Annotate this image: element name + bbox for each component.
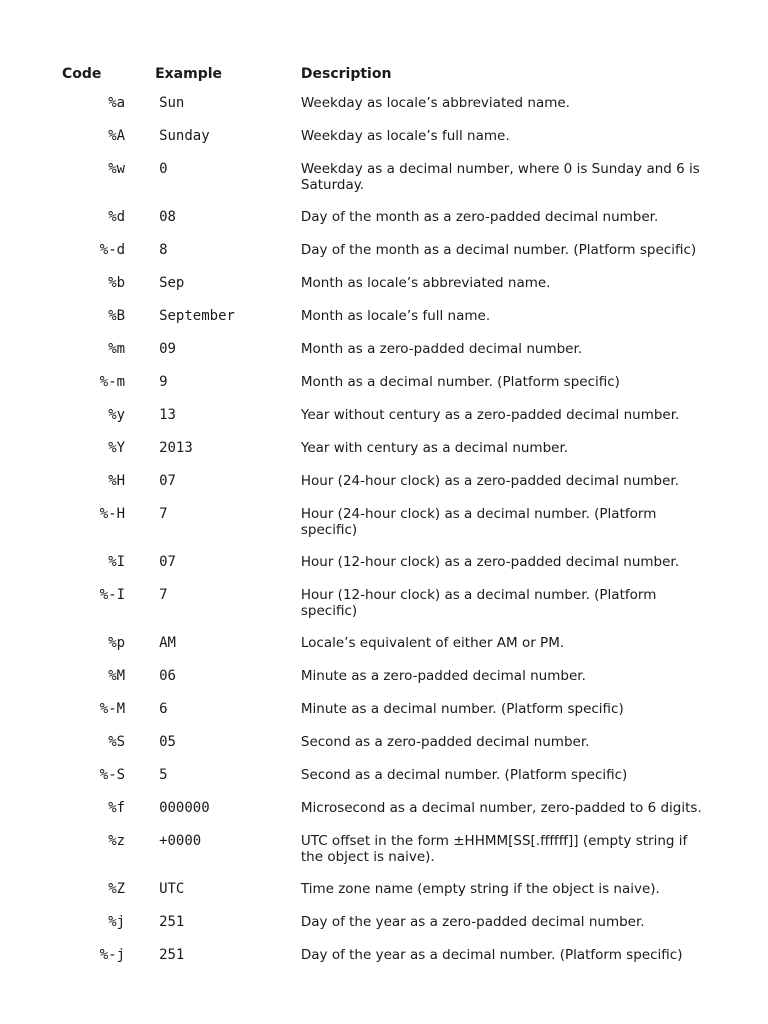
format-code: %p	[108, 635, 126, 651]
header-example: Example	[155, 66, 223, 82]
format-example: 05	[159, 734, 176, 750]
format-description: Weekday as locale’s abbreviated name.	[300, 95, 570, 111]
format-description: Second as a zero-padded decimal number.	[300, 734, 590, 750]
format-example: 0	[159, 161, 168, 177]
format-code: %w	[108, 161, 126, 177]
format-code: %f	[108, 800, 126, 816]
format-codes-table	[56, 60, 716, 973]
format-example: UTC	[159, 881, 185, 897]
format-example: 5	[159, 767, 168, 783]
table-row	[56, 940, 716, 973]
format-code: %z	[108, 833, 126, 849]
format-code: %M	[108, 668, 126, 684]
format-description: Day of the month as a decimal number. (Platform specific)	[300, 242, 697, 258]
table-row	[56, 154, 716, 202]
format-code: %B	[108, 308, 126, 324]
format-code: %-j	[99, 947, 126, 963]
format-example: 7	[159, 506, 168, 522]
format-description: Year with century as a decimal number.	[300, 440, 569, 456]
format-description: Weekday as locale’s full name.	[300, 128, 510, 144]
format-example: 000000	[159, 800, 210, 816]
format-example: 251	[159, 914, 185, 930]
format-code: %-I	[99, 587, 126, 603]
format-example: 251	[159, 947, 185, 963]
format-description: Time zone name (empty string if the object is naive).	[300, 881, 660, 897]
format-code: %Z	[108, 881, 126, 897]
table-row	[56, 466, 716, 499]
format-example: 08	[159, 209, 176, 225]
table-row	[56, 793, 716, 826]
format-code: %S	[108, 734, 126, 750]
table-row	[56, 661, 716, 694]
format-code: %y	[108, 407, 126, 423]
format-description: Month as a zero-padded decimal number.	[300, 341, 583, 357]
format-code: %m	[108, 341, 126, 357]
format-example: 09	[159, 341, 176, 357]
table-row	[56, 268, 716, 301]
table-row	[56, 580, 716, 628]
format-code: %I	[108, 554, 126, 570]
format-description: Locale’s equivalent of either AM or PM.	[300, 635, 565, 651]
format-description: Hour (24-hour clock) as a zero-padded decimal number.	[300, 473, 680, 489]
format-description: Weekday as a decimal number, where 0 is Sunday and 6 is Saturday.	[300, 161, 700, 193]
format-description: Month as a decimal number. (Platform specific)	[300, 374, 620, 390]
table-row	[56, 628, 716, 661]
table-row	[56, 760, 716, 793]
format-example: 6	[159, 701, 168, 717]
format-code: %a	[108, 95, 126, 111]
table-row	[56, 121, 716, 154]
format-example: September	[159, 308, 235, 324]
table-row	[56, 334, 716, 367]
format-example: Sun	[159, 95, 185, 111]
format-code: %b	[108, 275, 126, 291]
format-code: %-M	[99, 701, 126, 717]
table-row	[56, 433, 716, 466]
format-description: Day of the month as a zero-padded decimal number.	[300, 209, 659, 225]
format-example: 13	[159, 407, 176, 423]
format-example: 06	[159, 668, 176, 684]
table-row	[56, 88, 716, 121]
format-example: +0000	[159, 833, 202, 849]
table-row	[56, 907, 716, 940]
format-example: 7	[159, 587, 168, 603]
format-description: Hour (24-hour clock) as a decimal number. (Platform specific)	[300, 506, 657, 538]
format-description: Day of the year as a zero-padded decimal number.	[300, 914, 645, 930]
format-example: 2013	[159, 440, 193, 456]
format-code: %Y	[108, 440, 126, 456]
format-code: %-m	[99, 374, 126, 390]
header-description: Description	[300, 66, 392, 82]
format-example: 8	[159, 242, 168, 258]
table-row	[56, 235, 716, 268]
table-row	[56, 547, 716, 580]
table-row	[56, 727, 716, 760]
format-example: AM	[159, 635, 176, 651]
format-example: 9	[159, 374, 168, 390]
table-row	[56, 694, 716, 727]
format-description: Hour (12-hour clock) as a decimal number. (Platform specific)	[300, 587, 657, 619]
format-description: Day of the year as a decimal number. (Platform specific)	[300, 947, 683, 963]
format-description: Year without century as a zero-padded decimal number.	[300, 407, 680, 423]
format-code: %d	[108, 209, 126, 225]
table-row	[56, 826, 716, 874]
format-code: %H	[108, 473, 126, 489]
table-row	[56, 499, 716, 547]
format-code: %j	[108, 914, 126, 930]
table-row	[56, 367, 716, 400]
format-example: Sunday	[159, 128, 210, 144]
format-code: %-S	[99, 767, 126, 783]
table-row	[56, 874, 716, 907]
table-row	[56, 400, 716, 433]
header-row	[56, 60, 716, 88]
format-code: %A	[108, 128, 126, 144]
format-description: Minute as a zero-padded decimal number.	[300, 668, 586, 684]
format-description: Hour (12-hour clock) as a zero-padded decimal number.	[300, 554, 680, 570]
format-description: Month as locale’s full name.	[300, 308, 491, 324]
format-example: 07	[159, 554, 176, 570]
format-description: Microsecond as a decimal number, zero-padded to 6 digits.	[300, 800, 702, 816]
header-code: Code	[62, 66, 102, 82]
table-row	[56, 202, 716, 235]
format-description: Month as locale’s abbreviated name.	[300, 275, 551, 291]
format-example: 07	[159, 473, 176, 489]
table-body	[56, 88, 716, 973]
format-code: %-H	[99, 506, 126, 522]
format-description: Second as a decimal number. (Platform specific)	[300, 767, 628, 783]
format-code: %-d	[99, 242, 126, 258]
table-row	[56, 301, 716, 334]
format-example: Sep	[159, 275, 185, 291]
format-description: Minute as a decimal number. (Platform specific)	[300, 701, 624, 717]
format-description: UTC offset in the form ±HHMM[SS[.ffffff]] (empty string if the object is naive).	[300, 833, 688, 865]
table-header	[56, 60, 716, 88]
